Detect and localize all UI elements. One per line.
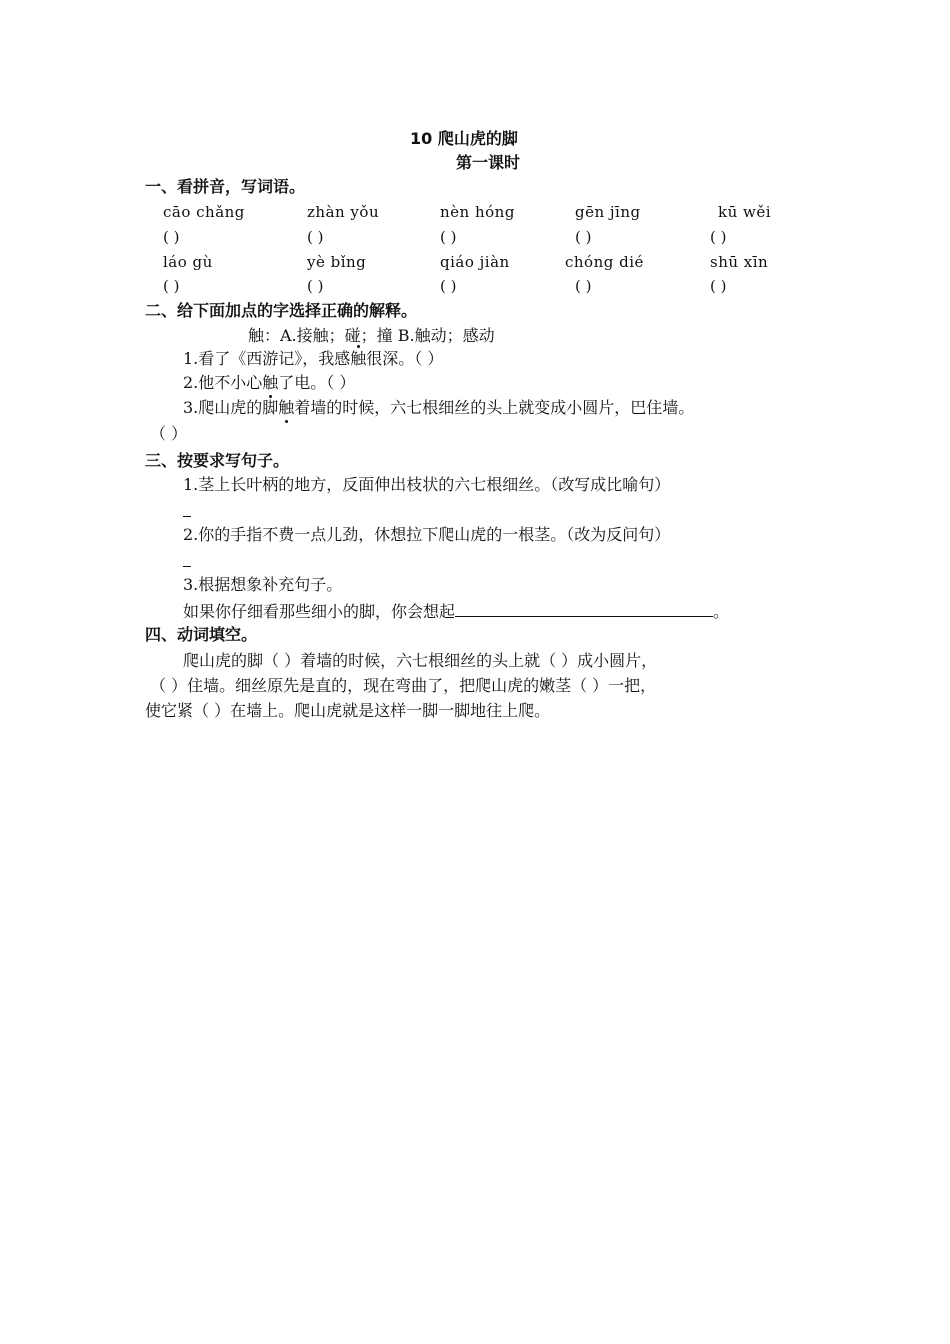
answer-box[interactable]: ( ) bbox=[440, 228, 457, 246]
q-text: 着墙的时候，六七根细丝的头上就变成小圆片，巴住墙。 bbox=[294, 398, 695, 417]
answer-box[interactable]: ( ) bbox=[575, 277, 592, 295]
q-text: 如果你仔细看那些细小的脚，你会想起 bbox=[183, 602, 456, 621]
pinyin-item: qiáo jiàn bbox=[440, 253, 510, 271]
question-3-3-sentence bbox=[183, 600, 729, 623]
answer-line[interactable] bbox=[183, 516, 191, 517]
pinyin-item: cāo chǎng bbox=[163, 203, 245, 221]
pinyin-item: yè bǐng bbox=[307, 253, 367, 271]
answer-box[interactable]: ( ) bbox=[710, 277, 727, 295]
section2-heading: 二、给下面加点的字选择正确的解释。 bbox=[145, 301, 418, 320]
question-3-1: 1.茎上长叶柄的地方，反面伸出枝状的六七根细丝。（改写成比喻句） bbox=[183, 475, 671, 494]
q-text: 。 bbox=[713, 602, 730, 621]
paragraph-line-1: 爬山虎的脚（ ）着墙的时候，六七根细丝的头上就（ ）成小圆片， bbox=[183, 651, 658, 670]
section1-heading: 一、看拼音，写词语。 bbox=[145, 177, 306, 196]
dotted-char: 触 bbox=[350, 349, 367, 368]
question-3-2: 2.你的手指不费一点儿劲，休想拉下爬山虎的一根茎。（改为反问句） bbox=[183, 525, 671, 544]
answer-box[interactable]: ( ) bbox=[710, 228, 727, 246]
answer-box[interactable]: ( ) bbox=[440, 277, 457, 295]
question-3-3: 3.根据想象补充句子。 bbox=[183, 575, 343, 594]
answer-box[interactable]: ( ) bbox=[575, 228, 592, 246]
pinyin-item: kū wěi bbox=[718, 203, 772, 221]
q-text: 3.爬山虎的脚 bbox=[183, 398, 279, 417]
question-2-3 bbox=[183, 397, 694, 419]
lesson-title: 10 爬山虎的脚 bbox=[410, 129, 518, 148]
question-2-2 bbox=[183, 372, 355, 394]
answer-line[interactable] bbox=[183, 566, 191, 567]
question-2-1 bbox=[183, 348, 443, 370]
fill-blank-line[interactable] bbox=[455, 600, 713, 617]
q-text: 2.他不小心 bbox=[183, 373, 263, 392]
answer-box[interactable]: ( ) bbox=[307, 277, 324, 295]
pinyin-item: chóng dié bbox=[565, 253, 644, 271]
pinyin-item: láo gù bbox=[163, 253, 213, 271]
pinyin-item: zhàn yǒu bbox=[307, 203, 380, 221]
lesson-subtitle: 第一课时 bbox=[456, 153, 521, 172]
definition-options: 触：A.接触；碰；撞 B.触动；感动 bbox=[248, 326, 495, 345]
section3-heading: 三、按要求写句子。 bbox=[145, 451, 290, 470]
q-text: 很深。（ ） bbox=[366, 349, 444, 368]
dotted-char: 触 bbox=[278, 398, 295, 417]
dotted-char: 触 bbox=[262, 373, 279, 392]
paragraph-line-2: （ ）住墙。细丝原先是直的，现在弯曲了，把爬山虎的嫩茎（ ）一把， bbox=[150, 676, 657, 695]
pinyin-item: shū xīn bbox=[710, 253, 769, 271]
pinyin-item: nèn hóng bbox=[440, 203, 515, 221]
answer-box[interactable]: ( ) bbox=[163, 277, 180, 295]
answer-box[interactable]: ( ) bbox=[163, 228, 180, 246]
answer-box[interactable]: ( ) bbox=[307, 228, 324, 246]
answer-paren[interactable]: （ ） bbox=[150, 424, 188, 443]
paragraph-line-3: 使它紧（ ）在墙上。爬山虎就是这样一脚一脚地往上爬。 bbox=[145, 701, 551, 720]
section4-heading: 四、动词填空。 bbox=[145, 625, 258, 644]
pinyin-item: gēn jīng bbox=[575, 203, 641, 221]
q-text: 1.看了《西游记》，我感 bbox=[183, 349, 351, 368]
q-text: 了电。（ ） bbox=[278, 373, 356, 392]
